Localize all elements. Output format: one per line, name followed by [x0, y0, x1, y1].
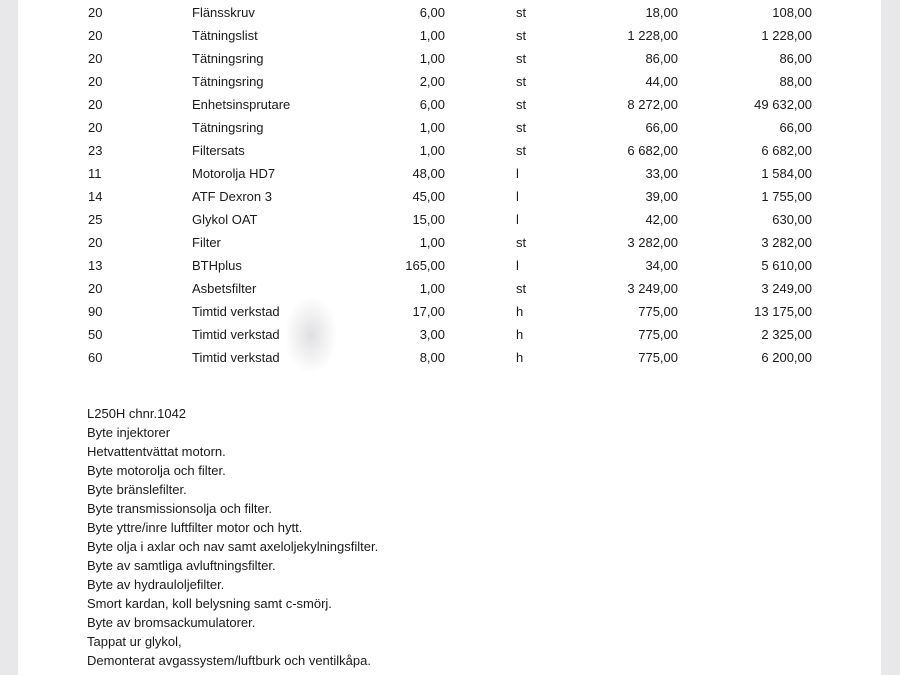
- item-quantity: 6,00: [419, 97, 445, 112]
- table-row: [18, 24, 881, 47]
- item-unit-price: 775,00: [638, 350, 678, 365]
- item-unit: st: [516, 51, 527, 66]
- note-line: Demonterat avgassystem/luftburk och ventilkåpa.: [87, 653, 371, 668]
- table-row: [18, 47, 881, 70]
- item-code: 20: [88, 28, 103, 43]
- item-quantity: 2,00: [419, 74, 445, 89]
- item-unit-price: 6 682,00: [627, 143, 678, 158]
- item-description: Enhetsinsprutare: [192, 97, 291, 112]
- item-total: 630,00: [772, 212, 812, 227]
- item-quantity: 1,00: [419, 120, 445, 135]
- item-unit: st: [516, 5, 527, 20]
- item-unit-price: 1 228,00: [627, 28, 678, 43]
- item-total: 1 228,00: [761, 28, 812, 43]
- note-line: Smort kardan, koll belysning samt c-smörj.: [87, 596, 332, 611]
- item-code: 20: [88, 74, 103, 89]
- note-line: L250H chnr.1042: [87, 406, 187, 421]
- item-unit: st: [516, 74, 527, 89]
- item-unit-price: 44,00: [645, 74, 678, 89]
- item-total: 3 249,00: [761, 281, 812, 296]
- item-code: 23: [88, 143, 103, 158]
- item-total: 1 755,00: [761, 189, 812, 204]
- item-code: 90: [88, 304, 103, 319]
- item-total: 3 282,00: [761, 235, 812, 250]
- note-line: Hetvattentvättat motorn.: [87, 444, 226, 459]
- item-unit-price: 18,00: [645, 5, 678, 20]
- item-unit-price: 775,00: [638, 327, 678, 342]
- item-quantity: 45,00: [412, 189, 445, 204]
- item-total: 6 682,00: [761, 143, 812, 158]
- item-description: Tätningslist: [192, 28, 258, 43]
- item-unit: st: [516, 97, 527, 112]
- item-unit: h: [516, 327, 524, 342]
- item-unit: st: [516, 28, 527, 43]
- redaction-smudge: [286, 298, 336, 372]
- item-unit: l: [516, 258, 519, 273]
- item-quantity: 165,00: [405, 258, 445, 273]
- note-line: Byte av hydrauloljefilter.: [87, 577, 225, 592]
- item-code: 20: [88, 97, 103, 112]
- item-unit: l: [516, 166, 519, 181]
- item-total: 49 632,00: [754, 97, 812, 112]
- item-total: 5 610,00: [761, 258, 812, 273]
- item-unit: l: [516, 212, 519, 227]
- item-description: Filter: [192, 235, 221, 250]
- item-quantity: 8,00: [419, 350, 445, 365]
- item-code: 20: [88, 120, 103, 135]
- work-notes: [87, 404, 787, 670]
- item-description: Timtid verkstad: [192, 350, 280, 365]
- item-unit: h: [516, 304, 524, 319]
- table-row: [18, 277, 881, 300]
- item-total: 1 584,00: [761, 166, 812, 181]
- item-quantity: 1,00: [419, 143, 445, 158]
- item-description: Timtid verkstad: [192, 327, 280, 342]
- item-description: Glykol OAT: [192, 212, 258, 227]
- table-row: [18, 1, 881, 24]
- note-line: Byte av bromsackumulatorer.: [87, 615, 256, 630]
- item-code: 13: [88, 258, 103, 273]
- item-total: 13 175,00: [754, 304, 812, 319]
- item-total: 108,00: [772, 5, 812, 20]
- item-quantity: 6,00: [419, 5, 445, 20]
- item-total: 2 325,00: [761, 327, 812, 342]
- table-row: [18, 93, 881, 116]
- note-line: Byte transmissionsolja och filter.: [87, 501, 272, 516]
- note-line: Byte av samtliga avluftningsfilter.: [87, 558, 276, 573]
- item-description: Flänsskruv: [192, 5, 255, 20]
- table-row: [18, 323, 881, 346]
- table-row: [18, 254, 881, 277]
- item-code: 25: [88, 212, 103, 227]
- item-code: 11: [88, 166, 102, 181]
- item-description: Asbetsfilter: [192, 281, 257, 296]
- note-line: Tappat ur glykol,: [87, 634, 182, 649]
- item-unit-price: 39,00: [645, 189, 678, 204]
- item-quantity: 17,00: [412, 304, 445, 319]
- item-description: Filtersats: [192, 143, 245, 158]
- item-unit-price: 86,00: [645, 51, 678, 66]
- item-unit: st: [516, 281, 527, 296]
- item-unit-price: 42,00: [645, 212, 678, 227]
- item-description: BTHplus: [192, 258, 242, 273]
- item-unit-price: 775,00: [638, 304, 678, 319]
- item-quantity: 1,00: [419, 281, 445, 296]
- item-total: 66,00: [779, 120, 812, 135]
- item-total: 88,00: [779, 74, 812, 89]
- item-quantity: 1,00: [419, 235, 445, 250]
- table-row: [18, 231, 881, 254]
- item-description: Tätningsring: [192, 120, 264, 135]
- item-description: Tätningsring: [192, 74, 264, 89]
- item-code: 20: [88, 235, 103, 250]
- item-description: Motorolja HD7: [192, 166, 276, 181]
- table-row: [18, 208, 881, 231]
- note-line: Byte bränslefilter.: [87, 482, 187, 497]
- item-unit-price: 8 272,00: [627, 97, 678, 112]
- item-code: 20: [88, 51, 103, 66]
- item-description: Timtid verkstad: [192, 304, 280, 319]
- item-unit-price: 3 282,00: [627, 235, 678, 250]
- note-line: Byte olja i axlar och nav samt axeloljekylningsfilter.: [87, 539, 379, 554]
- item-unit: h: [516, 350, 524, 365]
- item-unit-price: 66,00: [645, 120, 678, 135]
- item-unit-price: 3 249,00: [627, 281, 678, 296]
- item-code: 60: [88, 350, 103, 365]
- item-unit: st: [516, 120, 527, 135]
- item-quantity: 1,00: [419, 51, 445, 66]
- table-row: [18, 185, 881, 208]
- table-row: [18, 70, 881, 93]
- table-row: [18, 162, 881, 185]
- item-code: 50: [88, 327, 103, 342]
- item-unit: l: [516, 189, 519, 204]
- item-quantity: 3,00: [419, 327, 445, 342]
- table-row: [18, 346, 881, 369]
- line-items-table: [18, 1, 881, 369]
- table-row: [18, 116, 881, 139]
- note-line: Byte motorolja och filter.: [87, 463, 226, 478]
- item-total: 6 200,00: [761, 350, 812, 365]
- item-description: Tätningsring: [192, 51, 264, 66]
- table-row: [18, 300, 881, 323]
- note-line: Byte injektorer: [87, 425, 171, 440]
- item-unit: st: [516, 235, 527, 250]
- item-unit-price: 33,00: [645, 166, 678, 181]
- invoice-page: [18, 0, 881, 675]
- item-description: ATF Dexron 3: [192, 189, 272, 204]
- item-unit-price: 34,00: [645, 258, 678, 273]
- note-line: Byte yttre/inre luftfilter motor och hytt.: [87, 520, 303, 535]
- item-quantity: 1,00: [419, 28, 445, 43]
- item-quantity: 15,00: [412, 212, 445, 227]
- table-row: [18, 139, 881, 162]
- item-code: 20: [88, 5, 103, 20]
- item-total: 86,00: [779, 51, 812, 66]
- item-code: 14: [88, 189, 103, 204]
- item-code: 20: [88, 281, 103, 296]
- item-quantity: 48,00: [412, 166, 445, 181]
- item-unit: st: [516, 143, 527, 158]
